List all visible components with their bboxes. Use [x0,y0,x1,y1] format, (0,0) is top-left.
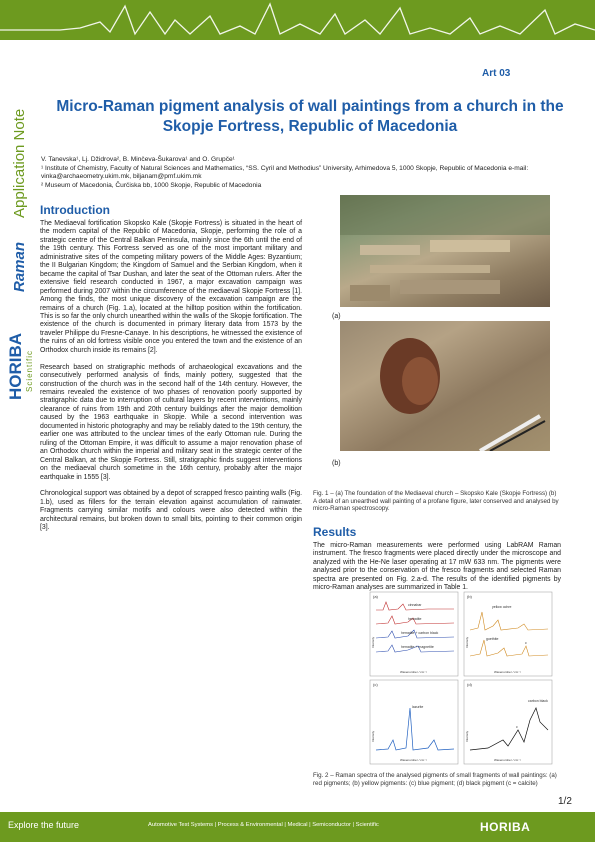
results-paragraph-1: The micro-Raman measurements were performed using LabRAM Raman instrument. The fresco fragments were placed directly under the microscope and analyzed with the He-Ne laser operating at 17 mW 633 nm. The pigments were analysed prior to the conservation of the fresco fragments and selected Raman spectra are presented on Fig. 2.a-d. The results of the identified pigments by micro-Raman analyses are summarized in Table 1. [313,542,561,592]
panel-a-ylabel: Intensity [371,636,375,648]
page-title: Micro-Raman pigment analysis of wall paintings from a church in the Skopje Fortress, Republic of Macedonia [56,98,564,135]
annotation-goethite: goethite [486,637,499,641]
introduction-heading: Introduction [40,203,110,217]
figure-2-caption: Fig. 2 – Raman spectra of the analysed pigments of small fragments of wall paintings: (a) red pigments; (b) yellow pigments: (c) blue pigment; (d) black pigment (c = calcite) [313,772,557,787]
panel-a-label: (a) [373,594,378,599]
annotation-carbon-black: carbon black [528,699,548,703]
figure-1-caption: Fig. 1 – (a) The foundation of the Mediaeval church – Skopsko Kale (Skopje Fortress) (b) A detail of an unearthed wall painting of a profane figure, later conserved and analysed by micro-Raman spectroscopy. [313,490,559,513]
annotation-yellow-ochre: yellow ochre [492,605,512,609]
affiliation-1: ¹ Institute of Chemistry, Faculty of Natural Sciences and Mathematics, “SS. Cyril and Methodius” University, Arhimedova 5, 1000 Skopje, Republic of Macedonia e-mail: vinka@archaeometry.ukim.mk, biljanam@pmf.ukim.mk [41,164,529,181]
panel-d-label: (d) [467,682,472,687]
church-foundation-photo [340,195,550,307]
footer-tagline: Explore the future [8,820,80,830]
intro-paragraph-2: Research based on stratigraphic methods of archaeological excavations and the consecutively performed analysis of finds, mainly pottery, suggested that the construction of the church was in the second half of the 14th century. However, the remains revealed the existence of two phases of renovation poorly supported by stratigraphic data due to interruption of cultural layers by recent interventions, mainly clearance of ruins from 19th and 20th century buildings after the major demolition caused by the 1963 earthquake in Skopje. While a second intervention was documented in historic photography and may be reliably dated to the 19th century, the earlier one was attributed to the unclear times of the early Ottoman rule. During the ruling of the Ottoman Empire, it was difficult to assume a major renovation phase of an Orthodox church within the imperial and military seat in the strategic center of the Central Balkan, at the Skopje Fortress. Still, stratigraphic finds suggest interventions on the mediaeval church sometime in the 16th century, probably after the major earthquake in 1555 [3]. [40,363,302,481]
raman-spectra-figure [368,590,554,768]
raman-label: Raman [11,241,28,292]
panel-c-xlabel: Wavenumber / cm⁻¹ [400,758,427,762]
ruins-illustration [340,195,550,307]
introduction-column [40,220,302,541]
annotation-c-d: c [516,725,518,729]
author-block [41,156,581,190]
article-number: Art 03 [482,68,511,79]
intro-paragraph-1: The Mediaeval fortification Skopsko Kale (Skopje Fortress) is situated in the heart of the modern capital of the Republic of Macedonia, Skopje, performing the role of a strategic centre of the Central Balkan Peninsula, mainly since the 6th until the end of the 19th century. This Fortress served as one of the most important military and administrative sites of the competing military powers of the Middle Ages: Byzantium; the II Bulgarian Kingdom; the Kingdom of Samuel and the Serbian Kingdom, when it became the capital of Tsar Dushan, and later the seat of the Ottoman rulers. After the extensive field research conducted in 1967, a major excavation campaign was performed during 2007 within the circumference of the mediaeval Skopje Fortress [1]. Among the finds, the most unique discovery of the excavation campaign are the remains of a church (Fig. 1.a), located at the hilltop position within the fortification. This is so far the only church unearthed within the walls of the Skopje fortification. The existence of the church is documented in primary literary data from 1573 by the traveler Philippe du Fresne-Canaye. In his descriptions, he witnessed the existence of the ruins of an old fortress visible once you entered the town and the existence of an Orthodox church inside its remains [2]. [40,220,302,354]
annotation-cinnabar: cinnabar [408,603,422,607]
annotation-hematite: hematite [408,617,422,621]
sidebar-branding [4,100,34,420]
panel-a-xlabel: Wavenumber / cm⁻¹ [400,670,427,674]
panel-b-label: (b) [467,594,472,599]
header-banner [0,0,595,40]
author-names: V. Tanevska¹, Lj. Džidrova², B. Minčeva-Šukarova¹ and O. Grupče¹ [41,156,235,163]
footer-bar [0,812,595,842]
panel-d-ylabel: Intensity [465,730,469,742]
application-note-label: Application Note [11,108,28,218]
annotation-lazurite: lazurite [412,705,424,709]
panel-c-label: (c) [373,682,378,687]
panel-d-xlabel: Wavenumber / cm⁻¹ [494,758,521,762]
panel-d [464,680,552,764]
affiliation-2: ² Museum of Macedonia, Čurčiska bb, 1000 Skopje, Republic of Macedonia [41,181,262,189]
wall-painting-photo [340,321,550,451]
annotation-hematite-magnetite: hematite + magnetite [401,645,434,649]
horiba-side-logo: HORIBA [6,332,25,400]
horiba-footer-logo: HORIBA [480,820,531,834]
annotation-hematite-carbon: hematite + carbon black [401,631,439,635]
annotation-c-b: c [525,641,527,645]
figure-1a-label: (a) [332,313,341,320]
panel-c-ylabel: Intensity [371,730,375,742]
panel-b [464,592,552,676]
panel-c [370,680,458,764]
figure-1b-label: (b) [332,460,341,467]
panel-b-xlabel: Wavenumber / cm⁻¹ [494,670,521,674]
intro-paragraph-3: Chronological support was obtained by a depot of scrapped fresco painting walls (Fig. 1.b), used as fillers for the terrain elevation against accumulation of rainwater. Fragments carrying similar motifs and colours were also detected within the architectural remains, but broken down to small bits, pointing to their common origin [3]. [40,490,302,532]
fresco-fragment-illustration [340,321,550,451]
raman-spectra-svg [368,590,554,768]
panel-a [370,592,458,676]
page-number: 1/2 [558,796,572,807]
panel-b-ylabel: Intensity [465,636,469,648]
spectrum-wave-graphic [0,0,595,40]
scientific-label: Scientific [25,349,34,392]
footer-sectors: Automotive Test Systems | Process & Environmental | Medical | Semiconductor | Scientific [148,822,379,828]
results-heading: Results [313,525,357,539]
